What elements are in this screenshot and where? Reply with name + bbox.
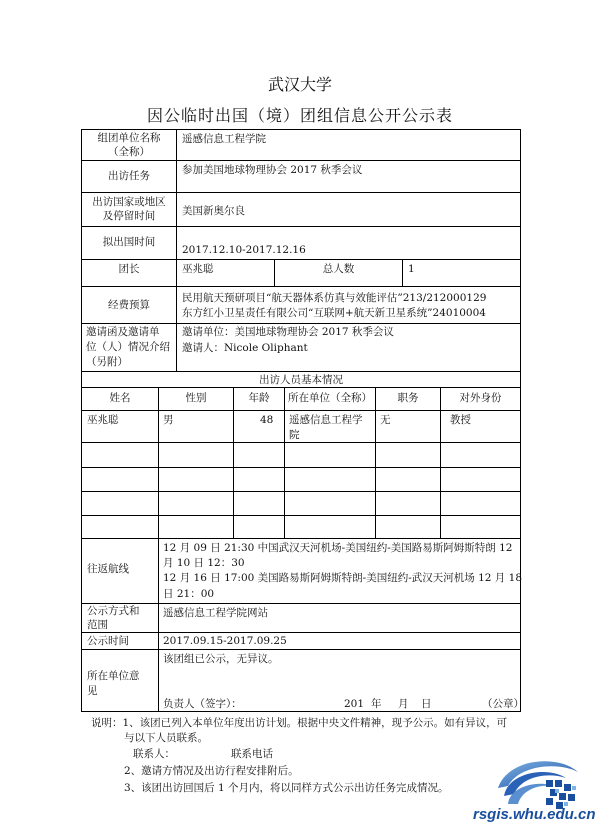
budget-label: 经费预算 (108, 299, 150, 311)
dest-value: 美国新奥尔良 (182, 205, 245, 217)
person-unit-line1: 遥感信息工程学 (289, 414, 363, 426)
dates-label: 拟出国时间 (102, 236, 156, 248)
person-gender: 男 (163, 414, 174, 426)
invite-label-line3: （另附） (86, 356, 128, 368)
header-gender: 性别 (185, 392, 207, 404)
publicity-method-label-line2: 范围 (87, 619, 108, 631)
route-line2: 月 10 日 12：30 (163, 557, 245, 569)
seal-label: （公章） (482, 698, 524, 710)
sign-year-unit: 年 (371, 698, 382, 710)
dates-value: 2017.12.10-2017.12.16 (182, 244, 306, 256)
person-identity: 教授 (450, 414, 471, 426)
mission-label: 出访任务 (108, 170, 150, 182)
opinion-label-line1: 所在单位意 (87, 670, 140, 682)
invite-label-line2: 位（人）情况介绍 (86, 341, 170, 353)
personnel-section-title: 出访人员基本情况 (259, 374, 343, 386)
invite-org: 邀请单位：美国地球物理协会 2017 秋季会议 (182, 326, 394, 338)
header-unit: 所在单位（全称） (288, 392, 372, 404)
opinion-label-line2: 见 (87, 685, 98, 697)
invite-person: 邀请人：Nicole Oliphant (182, 342, 308, 354)
sign-year: 201 (344, 698, 365, 710)
leader-label: 团长 (118, 263, 140, 275)
form-title: 因公临时出国（境）团组信息公开公示表 (146, 106, 453, 125)
logo-url-text: rsgis.whu.edu.cn (473, 806, 596, 823)
budget-line2: 东方红小卫星责任有限公司“互联网+航天新卫星系统”24010004 (182, 307, 486, 319)
university-title: 武汉大学 (267, 75, 332, 94)
person-unit-line2: 院 (289, 429, 300, 441)
mission-value: 参加美国地球物理协会 2017 秋季会议 (182, 164, 363, 176)
note-line4: 3、该团出访回国后 1 个月内，将以同样方式公示出访任务完成情况。 (124, 782, 449, 794)
publicity-time-label: 公示时间 (87, 635, 129, 647)
note-line2: 与以下人员联系。 (124, 732, 208, 744)
note-line3: 2、邀请方情况及出访行程安排附后。 (124, 765, 299, 777)
org-label-line1: 组团单位名称 (97, 132, 161, 144)
org-value: 遥感信息工程学院 (182, 133, 266, 145)
sign-month-unit: 月 (398, 698, 409, 710)
publicity-time-value: 2017.09.15-2017.09.25 (163, 635, 287, 647)
count-value: 1 (408, 263, 415, 275)
contact-label: 联系人： (133, 748, 175, 760)
org-label-line2: （全称） (108, 146, 150, 158)
dest-label-line1: 出访国家或地区 (92, 196, 166, 208)
sign-day-unit: 日 (421, 698, 432, 710)
leader-value: 巫兆聪 (182, 263, 214, 275)
header-name: 姓名 (109, 392, 131, 404)
opinion-value: 该团组已公示，无异议。 (163, 653, 279, 665)
count-label: 总人数 (322, 263, 355, 275)
person-position: 无 (380, 414, 391, 426)
person-name: 巫兆聪 (87, 414, 119, 426)
budget-line1: 民用航天预研项目“航天器体系仿真与效能评估”213/212000129 (182, 292, 487, 304)
route-line1: 12 月 09 日 21:30 中国武汉天河机场-美国纽约-美国路易斯阿姆斯特朗 12 (163, 542, 513, 554)
publicity-method-value: 遥感信息工程学院网站 (163, 607, 268, 619)
signer-label: 负责人（签字）： (163, 698, 242, 710)
dest-label-line2: 及停留时间 (102, 210, 156, 222)
person-age: 48 (260, 414, 274, 426)
header-identity: 对外身份 (459, 392, 502, 404)
route-line4: 日 21：00 (163, 588, 215, 600)
invite-label-line1: 邀请函及邀请单 (86, 326, 160, 338)
route-line3: 12 月 16 日 17:00 美国路易斯阿姆斯特朗-美国纽约-武汉天河机场 12 月 18 (163, 572, 522, 584)
header-position: 职务 (397, 392, 419, 404)
note-line1: 说明：1、该团已列入本单位年度出访计划。根据中央文件精神，现予公示。如有异议，可 (91, 717, 508, 729)
route-label: 往返航线 (87, 563, 129, 575)
header-age: 年龄 (248, 392, 270, 404)
publicity-method-label-line1: 公示方式和 (87, 605, 140, 617)
phone-label: 联系电话 (231, 748, 273, 760)
